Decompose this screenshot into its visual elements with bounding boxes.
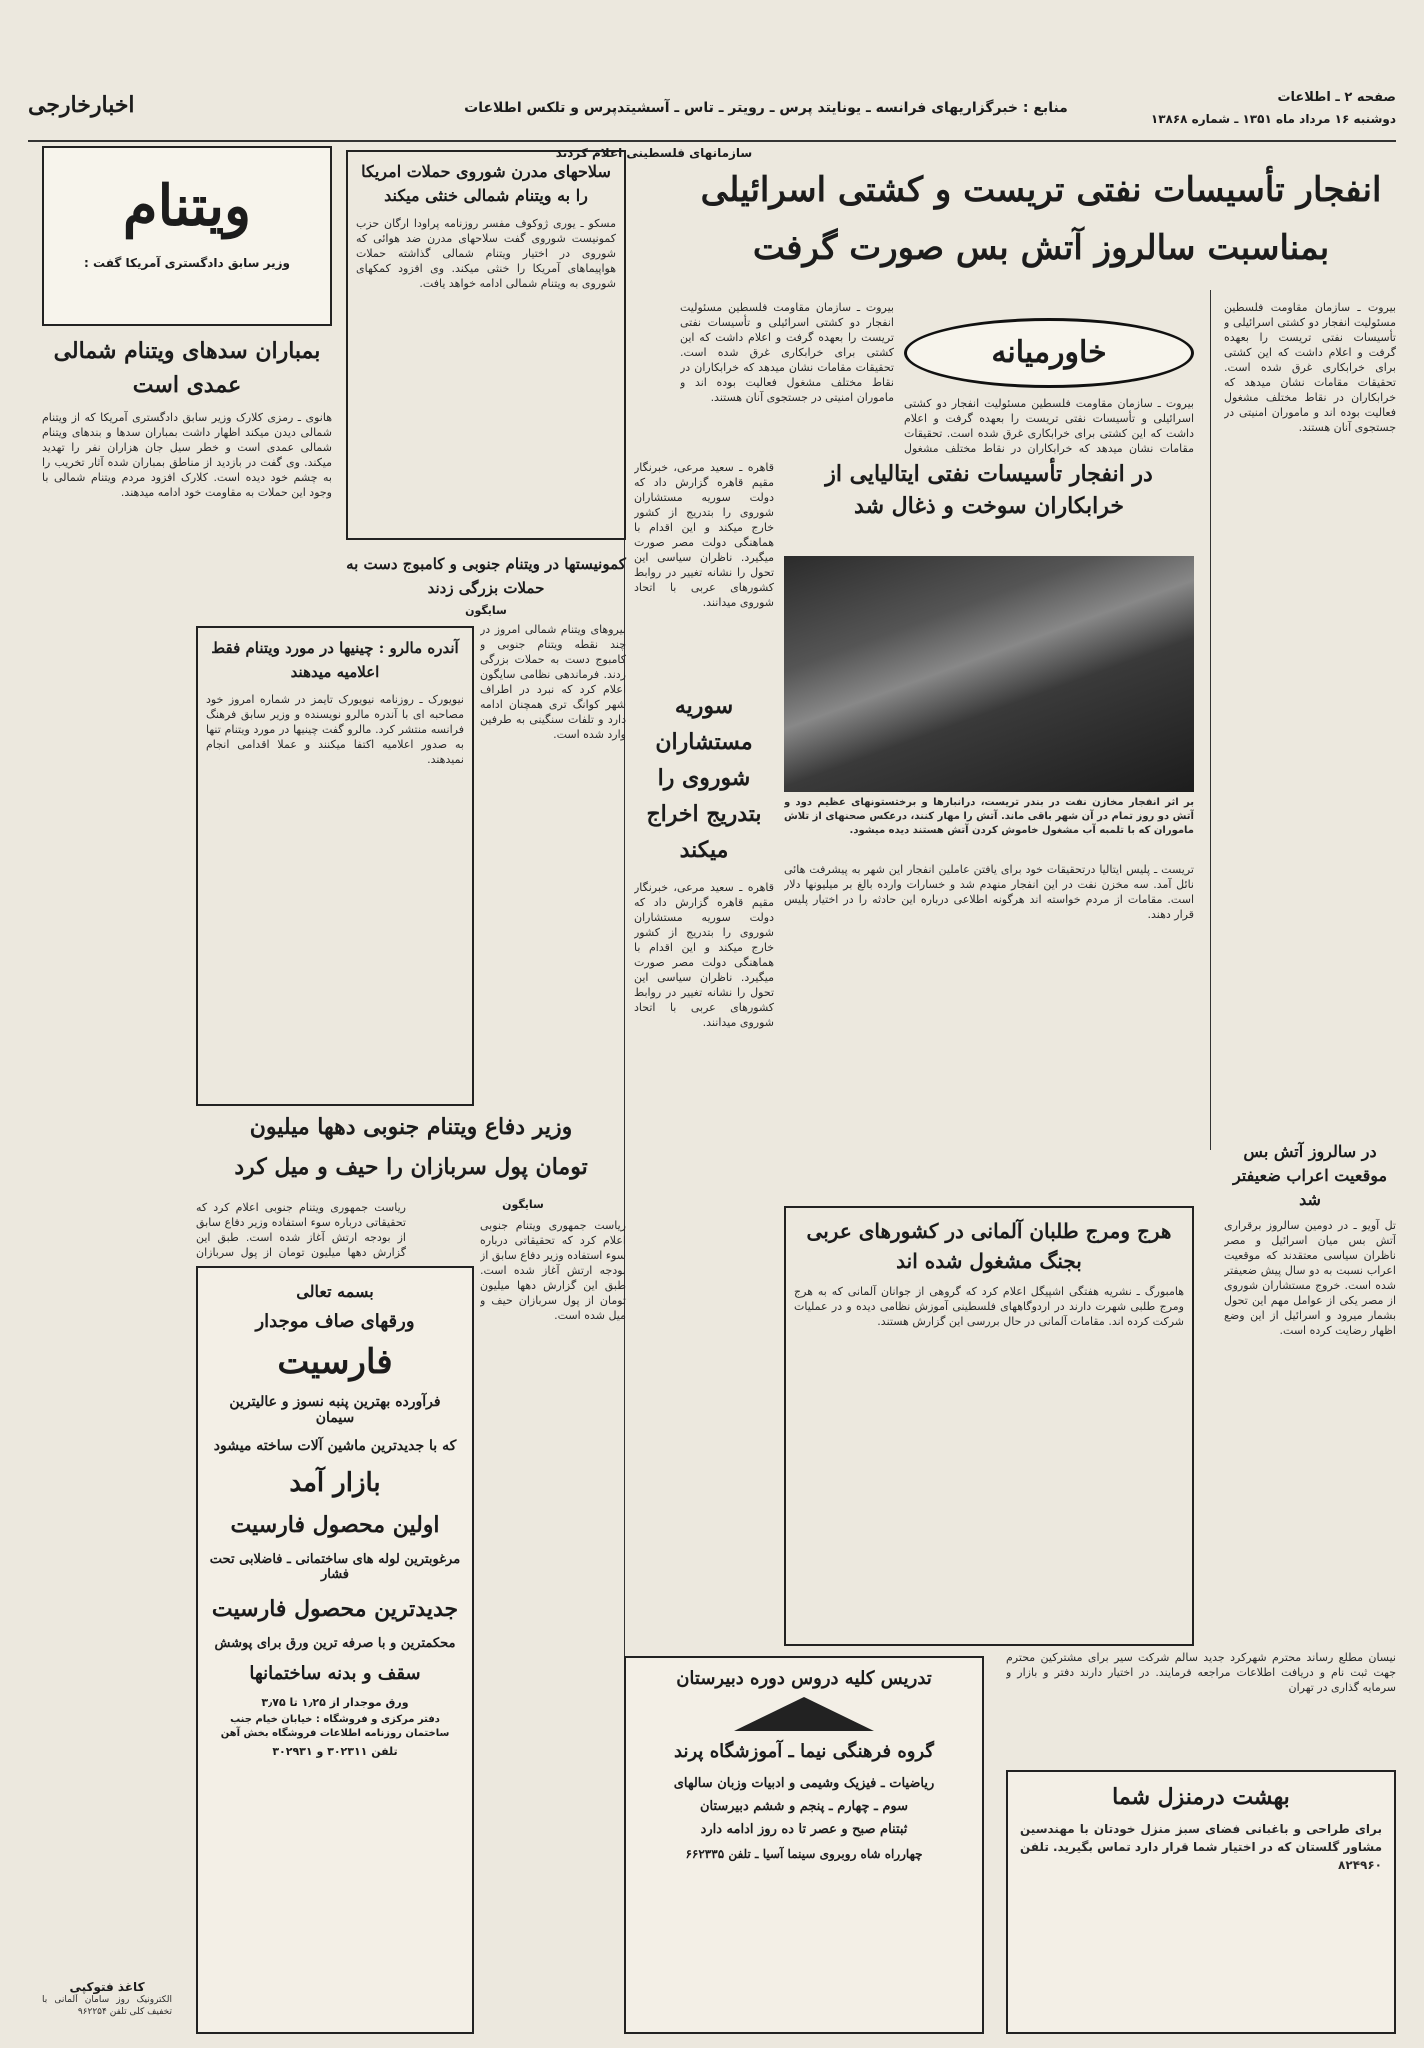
germany-body: هامبورگ ـ نشریه هفتگی اشپیگل اعلام کرد که گروهی از جوانان آلمانی که به هرج ومرج طلبی شهرت دارند در اردوگاههای فلسطینی آموزش نظامی دیده و در عملیات شرکت کرده اند. مقامات آلمانی در حال بررسی این گزارش هستند. bbox=[794, 1285, 1184, 1328]
italy-caption: بر اثر انفجار مخازن نفت در بندر تریست، درانبارها و برختستونهای عظیم دود و آتش دو روز تمام در آن شهر باقی ماند. آتش را مهار کنند، درعکس صحنهای از تلاش ماموران که با تلمبه آب مشغول خاموش کردن آتش هستند دیده میشود. bbox=[784, 797, 1194, 836]
malraux-body: نیویورک ـ روزنامه نیویورک تایمز در شماره امروز خود مصاحبه ای با آندره مالرو نویسنده و وزیر سابق فرهنگ فرانسه منتشر کرد. مالرو گفت چینیها در مورد ویتنام تنها به صدور اعلامیه اکتفا میکنند و عملا اقدامی انجام نمیدهند. bbox=[206, 693, 464, 766]
farsit-ad bbox=[196, 1266, 474, 2034]
chevron-up-icon bbox=[734, 1697, 874, 1731]
farsit-ad-first: اولین محصول فارسیت bbox=[230, 1512, 440, 1538]
italy-headline: در انفجار تأسیسات نفتی ایتالیایی از خرابکاران سوخت و ذغال شد bbox=[825, 461, 1153, 519]
middle-east-label bbox=[904, 318, 1194, 388]
soviet-body: مسکو ـ یوری ژوکوف مفسر روزنامه پراودا ارگان حزب کمونیست شوروی گفت سلاحهای مدرن ضد هوائی که شوروی در اختیار ویتنام شمالی گذاشته حملات هواپیماهای آمریکا را خنثی میکند. وی افزود کمکهای شوروی به ویتنام شمالی ادامه خواهد یافت. bbox=[356, 217, 616, 290]
syria-top-body: قاهره ـ سعید مرعی، خبرنگار مقیم قاهره گزارش داد که دولت سوریه مستشاران شوروی را بتدریج از کشور خارج میکند و این اقدام با هماهنگی دولت مصر صورت میگیرد. ناظران سیاسی این تحول را نشانه تغییر در روابط کشورهای عربی با اتحاد شوروی میدانند. bbox=[634, 461, 774, 609]
farsit-ad-roofs: سقف و بدنه ساختمانها bbox=[249, 1663, 421, 1684]
syria-body: قاهره ـ سعید مرعی، خبرنگار مقیم قاهره گزارش داد که دولت سوریه مستشاران شوروی را بتدریج از کشور خارج میکند و این اقدام با هماهنگی دولت مصر صورت میگیرد. ناظران سیاسی این تحول را نشانه تغییر در روابط کشورهای عربی با اتحاد شوروی میدانند. bbox=[634, 881, 774, 1029]
farsit-ad-brand: فارسیت bbox=[277, 1342, 393, 1382]
section-title: اخبارخارجی bbox=[28, 92, 135, 118]
column-rule bbox=[1210, 290, 1211, 1150]
soviet-headline: سلاحهای مدرن شوروی حملات امریکا را به ویتنام شمالی خنثی میکند bbox=[361, 162, 611, 205]
defense-kicker: سایگون bbox=[502, 1198, 544, 1211]
nima-ad-grades: سوم ـ چهارم ـ پنجم و ششم دبیرستان bbox=[699, 1799, 909, 1814]
contact-ad bbox=[42, 1980, 172, 2034]
nima-ad bbox=[624, 1656, 984, 2034]
nima-ad-registration: ثبتنام صبح و عصر تا ده روز ادامه دارد bbox=[700, 1822, 908, 1837]
communist-kicker: سایگون bbox=[465, 604, 507, 617]
farsit-ad-sizes: ورق موجدار از ۱٫۲۵ تا ۳٫۷۵ bbox=[261, 1696, 409, 1709]
farsit-ad-pipes: مرغوبترین لوله های ساختمانی ـ فاضلابی تحت فشار bbox=[209, 1552, 461, 1582]
truce-headline: در سالروز آتش بس موقعیت اعراب ضعیفتر شد bbox=[1232, 1142, 1388, 1209]
vietnam-box bbox=[42, 146, 332, 326]
truce-body: تل آویو ـ در دومین سالروز برقراری آتش بس میان اسرائیل و مصر ناظران سیاسی معتقدند که موقعیت اعراب نسبت به دو سال پیش ضعیفتر شده است. خروج مستشاران شوروی از مصر یکی از عوامل مهم این تحول بشمار میرود و اسرائیل از این وضع اظهار رضایت کرده است. bbox=[1224, 1219, 1396, 1337]
issue-date: دوشنبه ۱۶ مرداد ماه ۱۳۵۱ ـ شماره ۱۳۸۶۸ bbox=[1150, 112, 1396, 126]
italy-photo bbox=[784, 556, 1194, 792]
vietnam-kicker: وزیر سابق دادگستری آمریکا گفت : bbox=[84, 256, 290, 270]
farsit-ad-machinery: که با جدیدترین ماشین آلات ساخته میشود bbox=[213, 1438, 457, 1454]
defense-headline: وزیر دفاع ویتنام جنوبی دهها میلیون bbox=[249, 1114, 573, 1140]
vietnam-label: ویتنام bbox=[122, 173, 252, 239]
garden-ad bbox=[1006, 1770, 1396, 2034]
germany-box bbox=[784, 1206, 1194, 1646]
nima-ad-title: تدریس کلیه دروس دوره دبیرستان bbox=[676, 1668, 932, 1689]
notice-body: نیسان مطلع رساند محترم شهرکرد جدید سالم شرکت سیر برای مشترکین محترم جهت ثبت نام و دریافت اطلاعات مراجعه فرمایند. در اختیار دارند دفتر و بازار و سرمایه گذاری در تهران bbox=[1006, 1651, 1396, 1694]
middle-east-body-2: بیروت ـ سازمان مقاومت فلسطین مسئولیت انفجار دو کشتی اسرائیلی و تأسیسات نفتی تریست را بعهده گرفت و اعلام داشت که این کشتی برای خرابکاری غرق شده است. تحقیقات مقامات نشان میدهد که خرابکاران در نقاط مختلف مشغول فعالیت بوده اند و ماموران امنیتی در جستجوی آنان هستند. bbox=[680, 301, 894, 404]
farsit-ad-strongest: محکمترین و با صرفه ترین ورق برای پوشش bbox=[214, 1636, 456, 1651]
germany-headline: هرج ومرج طلبان آلمانی در کشورهای عربی بجنگ مشغول شده اند bbox=[806, 1219, 1172, 1273]
farsit-ad-product: فرآورده بهترین پنبه نسوز و عالیترین سیمان bbox=[229, 1394, 441, 1426]
middle-east-label-text: خاورمیانه bbox=[991, 335, 1107, 370]
nima-ad-subjects: ریاضیات ـ فیزیک وشیمی و ادبیات وزبان سالهای bbox=[673, 1776, 935, 1791]
nima-ad-name: گروه فرهنگی نیما ـ آموزشگاه پرند bbox=[674, 1741, 934, 1762]
malraux-headline: آندره مالرو : چینیها در مورد ویتنام فقط اعلامیه میدهند bbox=[211, 639, 459, 681]
page-number: صفحه ۲ ـ اطلاعات bbox=[1277, 90, 1396, 105]
defense-body: ریاست جمهوری ویتنام جنوبی اعلام کرد که تحقیقاتی درباره سوء استفاده وزیر دفاع سابق از بودجه ارتش آغاز شده است. طبق این گزارش دهها میلیون تومان از پول سربازان bbox=[196, 1201, 406, 1259]
vietnam-body: هانوی ـ رمزی کلارک وزیر سابق دادگستری آمریکا که از ویتنام شمالی دیدن میکند اظهار داشت بمباران سدها و بندهای ویتنام شمالی عمدی است و خطر سیل جان هزاران نفر را تهدید میکند. وی گفت در بازدید از مناطق بمباران شده آثار تخریب را به چشم خود دیده است. کلارک افزود مردم ویتنام شمالی با وجود این حملات به مقاومت خود ادامه میدهند. bbox=[42, 411, 332, 499]
communist-body: نیروهای ویتنام شمالی امروز در چند نقطه ویتنام جنوبی و کامبوج دست به حملات بزرگی زدند. فرماندهی نظامی سایگون اعلام کرد که نبرد در اطراف شهر کوانگ تری همچنان ادامه دارد و تلفات سنگینی به طرفین وارد شده است. bbox=[480, 623, 626, 741]
defense-body-2: ریاست جمهوری ویتنام جنوبی اعلام کرد که تحقیقاتی درباره سوء استفاده وزیر دفاع سابق از بودجه ارتش آغاز شده است. طبق این گزارش دهها میلیون تومان از پول سربازان حیف و میل شده است. bbox=[480, 1219, 626, 1322]
farsit-ad-sheets: ورقهای صاف موجدار bbox=[255, 1311, 415, 1332]
lead-subheadline: بمناسبت سالروز آتش بس صورت گرفت bbox=[752, 228, 1330, 268]
lead-kicker: سازمانهای فلسطینی اعلام کردند bbox=[555, 146, 753, 160]
soviet-box bbox=[346, 150, 626, 540]
news-sources: منابع : خبرگزاریهای فرانسه ـ یونایتد پرس ـ رویتر ـ تاس ـ آسشیتدپرس و تلکس اطلاعات bbox=[464, 100, 1068, 116]
defense-subheadline: تومان پول سربازان را حیف و میل کرد bbox=[234, 1154, 588, 1180]
syria-headline: سوریه مستشاران شوروی را بتدریج اخراج میکند bbox=[646, 693, 762, 863]
farsit-ad-bismillah: بسمه تعالی bbox=[296, 1282, 374, 1301]
vietnam-headline: بمباران سدهای ویتنام شمالی عمدی است bbox=[53, 338, 321, 398]
farsit-ad-market: بازار آمد bbox=[289, 1468, 381, 1498]
middle-east-body: بیروت ـ سازمان مقاومت فلسطین مسئولیت انفجار دو کشتی اسرائیلی و تأسیسات نفتی تریست را بعهده گرفت و اعلام داشت که این کشتی برای خرابکاری غرق شده است. تحقیقات مقامات نشان میدهد که خرابکاران در نقاط مختلف مشغول bbox=[904, 397, 1194, 455]
garden-ad-title: بهشت درمنزل شما bbox=[1112, 1784, 1290, 1810]
masthead bbox=[28, 86, 1396, 138]
masthead-rule bbox=[28, 140, 1396, 142]
communist-headline: کمونیستها در ویتنام جنوبی و کامبوج دست به حملات بزرگی زدند bbox=[346, 555, 626, 597]
farsit-ad-newest: جدیدترین محصول فارسیت bbox=[211, 1596, 459, 1622]
lead-body: بیروت ـ سازمان مقاومت فلسطین مسئولیت انفجار دو کشتی اسرائیلی و تأسیسات نفتی تریست را بعهده گرفت و اعلام داشت که این کشتی برای خرابکاری غرق شده است. تحقیقات مقامات نشان میدهد که خرابکاران در نقاط مختلف مشغول فعالیت بوده اند و ماموران امنیتی در جستجوی آنان هستند. bbox=[1224, 301, 1396, 434]
farsit-ad-phone: تلفن ۳۰۲۳۱۱ و ۳۰۲۹۳۱ bbox=[272, 1745, 398, 1758]
contact-ad-title: کاغذ فتوکپی bbox=[69, 1980, 145, 1994]
lead-headline: انفجار تأسیسات نفتی تریست و کشتی اسرائیلی bbox=[700, 170, 1382, 210]
contact-ad-body: الکترونیک روز سامان آلمانی با تخفیف کلی تلفن ۹۶۲۲۵۴ bbox=[42, 1995, 172, 2017]
italy-body: تریست ـ پلیس ایتالیا درتحقیقات خود برای یافتن عاملین انفجار این شهر به پیشرفت هائی نائل آمد. سه مخزن نفت در این انفجار منهدم شد و خسارات وارده بالغ بر میلیونها دلار است. مقامات از مردم خواسته اند هرگونه اطلاعی درباره این حادثه را در اختیار پلیس قرار دهند. bbox=[784, 863, 1194, 921]
garden-ad-body: برای طراحی و باغبانی فضای سبز منزل خودتان با مهندسین مشاور گلستان که در اختیار شما قرار دارد تماس بگیرید. تلفن ۸۲۴۹۶۰ bbox=[1020, 1822, 1382, 1872]
malraux-box bbox=[196, 626, 474, 1106]
farsit-ad-address: دفتر مرکزی و فروشگاه : خیابان خیام جنب ساختمان روزنامه اطلاعات فروشگاه بخش آهن bbox=[220, 1714, 450, 1739]
nima-ad-address: چهارراه شاه روبروی سینما آسیا ـ تلفن ۶۶۲۳۳۵ bbox=[685, 1847, 923, 1861]
